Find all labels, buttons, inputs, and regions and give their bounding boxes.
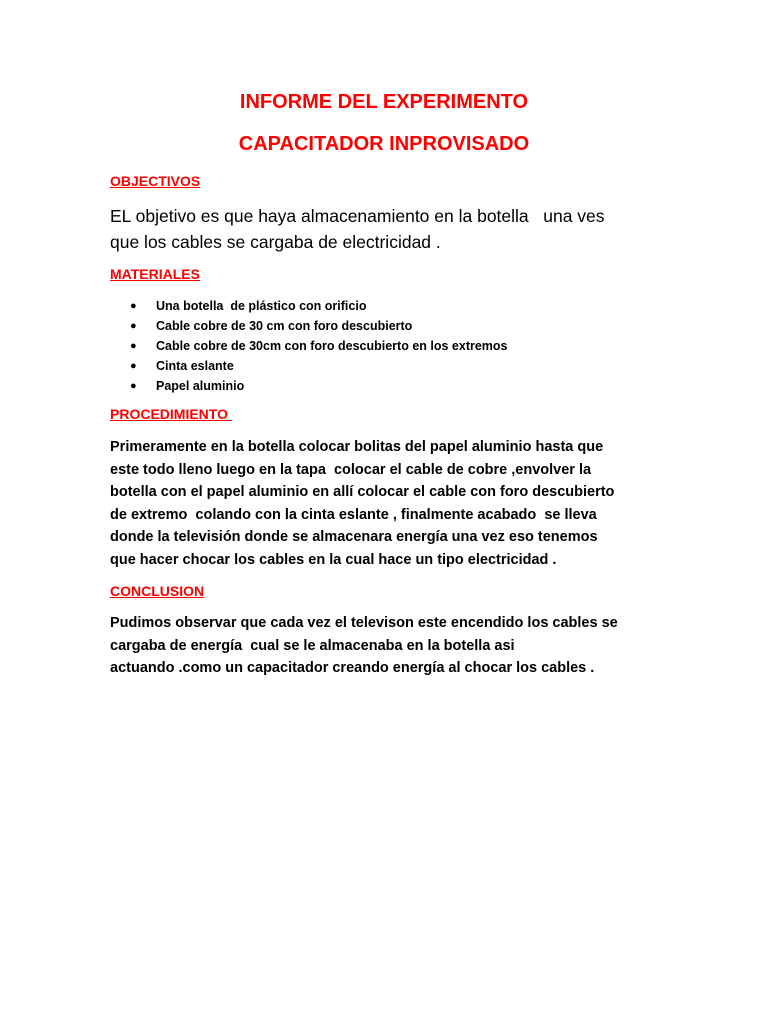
- bullet-dot-icon: ●: [130, 380, 137, 392]
- list-item-text: Papel aluminio: [156, 379, 245, 393]
- materiales-list: [130, 296, 508, 396]
- bullet-dot-icon: ●: [130, 300, 137, 312]
- list-item-text: Cinta eslante: [156, 359, 234, 373]
- conclusion-heading: CONCLUSION: [110, 583, 205, 599]
- paragraph-line: Primeramente en la botella colocar bolitas del papel aluminio hasta que: [110, 439, 604, 455]
- list-item: [130, 376, 508, 396]
- paragraph-line: cargaba de energía cual se le almacenaba en la botella asi: [110, 637, 515, 654]
- paragraph-line: Pudimos observar que cada vez el televison este encendido los cables se: [110, 615, 618, 631]
- list-item: [130, 296, 508, 316]
- bullet-dot-icon: ●: [130, 340, 137, 352]
- bullet-dot-icon: ●: [130, 320, 137, 332]
- paragraph-line: botella con el papel aluminio en allí colocar el cable con foro descubierto: [110, 484, 615, 500]
- conclusion-paragraph: [110, 612, 670, 680]
- list-item-text: Una botella de plástico con orificio: [156, 299, 367, 313]
- list-item: [130, 336, 508, 356]
- objectivos-heading: OBJECTIVOS: [110, 173, 201, 189]
- document-title-line-2: CAPACITADOR INPROVISADO: [238, 133, 530, 155]
- list-item: [130, 356, 508, 376]
- document-title-line-1: INFORME DEL EXPERIMENTO: [239, 91, 529, 113]
- paragraph-line: este todo lleno luego en la tapa colocar el cable de cobre ,envolver la: [110, 461, 592, 478]
- paragraph-line: que hacer chocar los cables en la cual hace un tipo electricidad .: [110, 551, 557, 568]
- objectivos-line: que los cables se cargaba de electricidad .: [110, 232, 441, 252]
- objectivos-text: [110, 203, 670, 255]
- list-item-text: Cable cobre de 30 cm con foro descubierto: [156, 319, 413, 333]
- list-item-text: Cable cobre de 30cm con foro descubierto en los extremos: [156, 339, 508, 353]
- paragraph-line: de extremo colando con la cinta eslante , finalmente acabado se lleva: [110, 506, 597, 523]
- materiales-heading: MATERIALES: [110, 266, 200, 282]
- paragraph-line: actuando .como un capacitador creando energía al chocar los cables .: [110, 660, 595, 676]
- procedimiento-heading: PROCEDIMIENTO: [110, 406, 232, 422]
- bullet-dot-icon: ●: [130, 360, 137, 372]
- paragraph-line: donde la televisión donde se almacenara energía una vez eso tenemos: [110, 529, 598, 545]
- procedimiento-paragraph: [110, 436, 670, 571]
- objectivos-line: EL objetivo es que haya almacenamiento en la botella una ves: [110, 206, 605, 226]
- list-item: [130, 316, 508, 336]
